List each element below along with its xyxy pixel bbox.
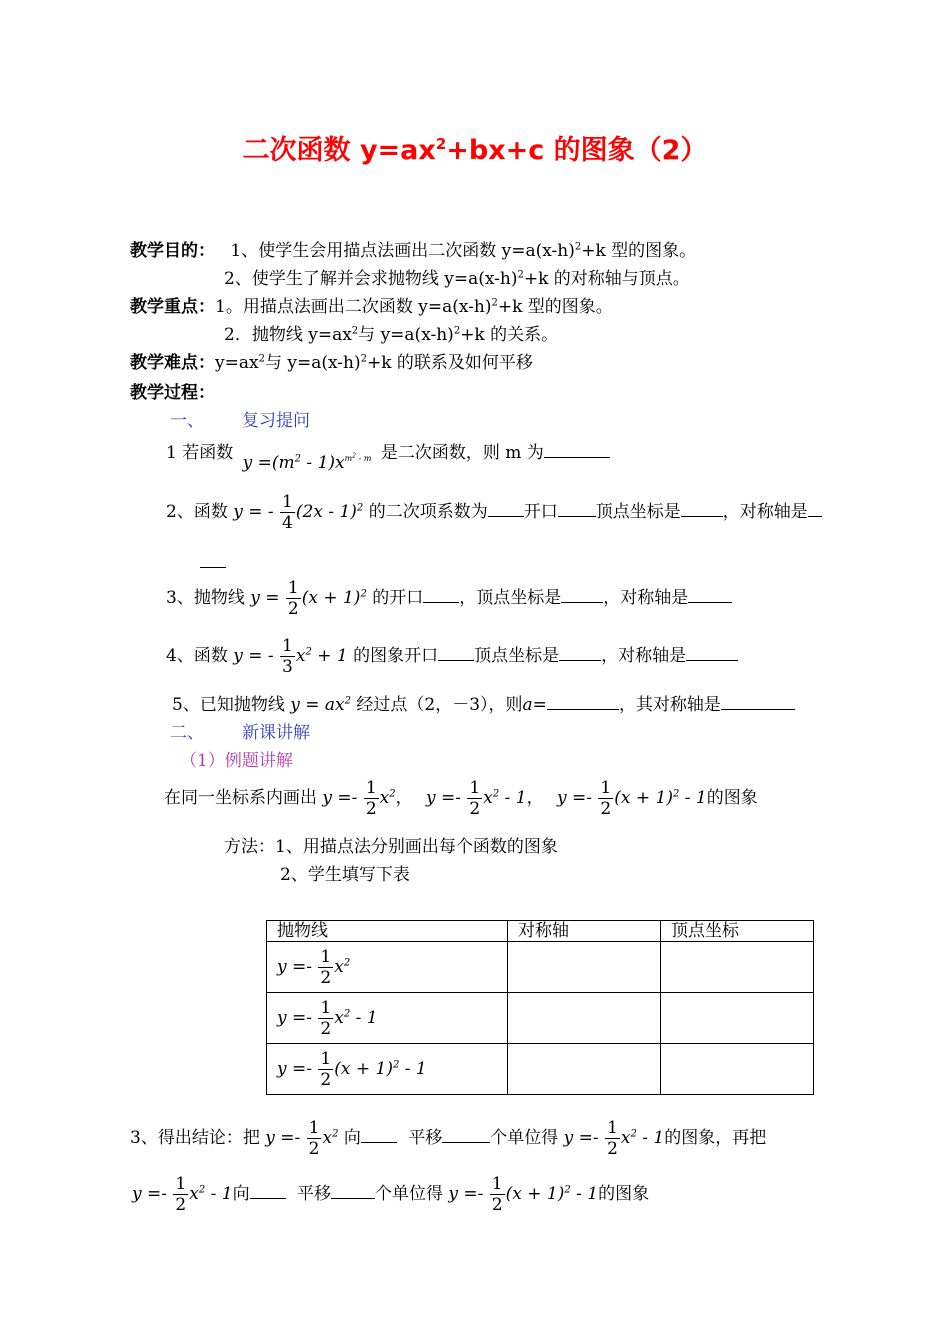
conclusion-line1: 3、得出结论：把 y =- $\frac{1}{2}$ $x^2$ 向 平移 个单位得 y =- $\frac{1}{2}$ $x^2 - 1$的图象，再把	[130, 1118, 767, 1159]
q3-formula: y = $\frac{1}{2}$ $(x + 1)^2$	[250, 578, 367, 619]
table-cell-axis[interactable]	[508, 993, 661, 1044]
method-line2: 2、学生填写下表	[280, 865, 410, 885]
conclusion-formula-3: y =- $\frac{1}{2}$ $x^2 - 1$	[132, 1174, 233, 1215]
conclusion-formula-1: y =- $\frac{1}{2}$ $x^2$	[265, 1118, 339, 1159]
q2-continued-blank	[200, 552, 226, 573]
table-cell-axis[interactable]	[508, 942, 661, 993]
parabola-table	[266, 920, 814, 1095]
table-header-vertex: 顶点坐标	[661, 921, 814, 942]
objectives-line2: 2、使学生了解并会求抛物线 $y=a(x-h)^2+k$ 的对称轴与顶点。	[224, 269, 690, 289]
table-formula-2: y =- $\frac{1}{2}$ $x^2 - 1$	[267, 993, 508, 1044]
section2-heading: 二、 新课讲解	[170, 723, 310, 743]
question-1: 1 若函数 $y =(m^2 - 1)x^{m^2 - m}$ 是二次函数，则 m 为	[166, 438, 610, 463]
example-formula-3: y =- $\frac{1}{2}$ $(x + 1)^2 - 1$	[557, 778, 707, 819]
table-cell-vertex[interactable]	[661, 942, 814, 993]
conclusion-formula-2: y =- $\frac{1}{2}$ $x^2 - 1$	[563, 1118, 665, 1159]
page-title: 二次函数 $y=ax^2+bx+c$ 的图象（2）	[242, 135, 708, 166]
difficulty-line: 教学难点：$y=ax^2$与 $y=a(x-h)^2+k$ 的联系及如何平移	[130, 353, 533, 373]
table-row	[267, 993, 814, 1044]
table-row	[267, 942, 814, 993]
q1-formula: $y =(m^2 - 1)x^{m^2 - m}$	[242, 452, 372, 473]
table-formula-3: y =- $\frac{1}{2}$ $(x + 1)^2 - 1$	[267, 1044, 508, 1095]
question-5: 5、已知抛物线 $y = ax^2$ 经过点（2，－3），则a= ，其对称轴是	[172, 690, 795, 715]
q2-formula: y = - $\frac{1}{4}$ (2x - 1)$^2$	[233, 492, 364, 533]
q5-formula: $y = ax^2$	[290, 695, 351, 715]
table-cell-vertex[interactable]	[661, 1044, 814, 1095]
table-header-parabola: 抛物线	[267, 921, 508, 942]
example-formula-2: y =- $\frac{1}{2}$ $x^2 - 1$	[426, 778, 527, 819]
example-label: （1）例题讲解	[180, 751, 293, 771]
focus-line1: 教学重点：1。用描点法画出二次函数 $y=a(x-h)^2+k$ 型的图象。	[130, 297, 613, 317]
table-row	[267, 1044, 814, 1095]
question-4: 4、函数 y = - $\frac{1}{3}$ $x^2 + 1$ 的图象开口 顶点坐标是 ，对称轴是	[166, 634, 738, 678]
example-line: 在同一坐标系内画出 y =- $\frac{1}{2}$ $x^2$， y =- $\frac{1}{2}$ $x^2 - 1$， y =- $\frac{1}{2}$ $(x + 1)^2 - 1$的图象	[164, 778, 758, 819]
example-formula-1: y =- $\frac{1}{2}$ $x^2$	[322, 778, 396, 819]
section1-heading: 一、 复习提问	[170, 411, 310, 431]
process-label: 教学过程：	[130, 383, 215, 403]
conclusion-line2: y =- $\frac{1}{2}$ $x^2 - 1$向 平移 个单位得 y =- $\frac{1}{2}$ $(x + 1)^2 - 1$的图象	[132, 1174, 650, 1215]
method-line1: 方法：1、用描点法分别画出每个函数的图象	[224, 837, 558, 857]
table-cell-vertex[interactable]	[661, 993, 814, 1044]
question-2: 2、函数 y = - $\frac{1}{4}$ (2x - 1)$^2$ 的二次项系数为 开口 顶点坐标是 ，对称轴是	[166, 490, 822, 534]
table-header-axis: 对称轴	[508, 921, 661, 942]
objectives-line1: 教学目的： 1、使学生会用描点法画出二次函数 $y=a(x-h)^2+k$ 型的图象。	[130, 241, 697, 261]
focus-line2: 2．抛物线 $y=ax^2$与 $y=a(x-h)^2+k$ 的关系。	[224, 325, 559, 345]
question-3: 3、抛物线 y = $\frac{1}{2}$ $(x + 1)^2$ 的开口 ，顶点坐标是 ，对称轴是	[166, 576, 732, 620]
table-formula-1: y =- $\frac{1}{2}$ $x^2$	[267, 942, 508, 993]
q4-formula: y = - $\frac{1}{3}$ $x^2 + 1$	[233, 636, 348, 677]
table-cell-axis[interactable]	[508, 1044, 661, 1095]
conclusion-formula-4: y =- $\frac{1}{2}$ $(x + 1)^2 - 1$	[448, 1174, 599, 1215]
